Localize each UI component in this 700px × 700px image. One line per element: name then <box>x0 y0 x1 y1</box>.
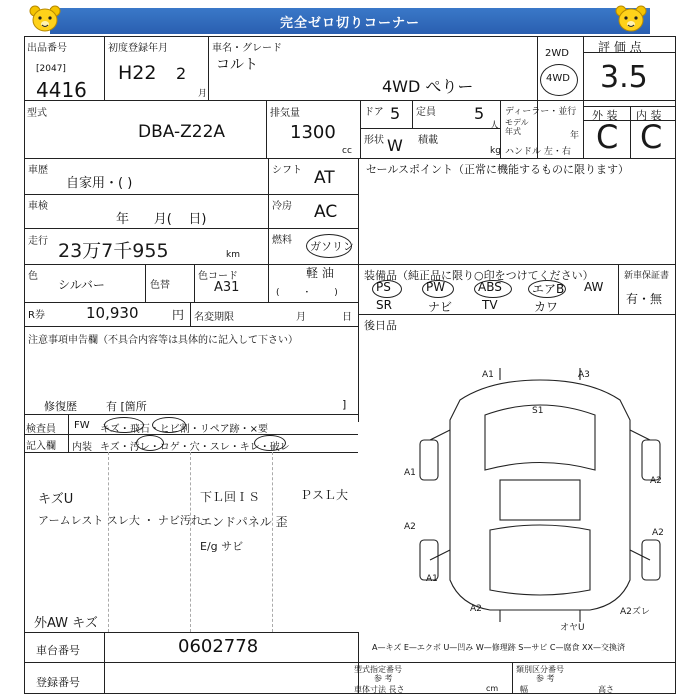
load-label: 積載 <box>418 135 438 146</box>
recycle-value: 10,930 <box>86 304 139 322</box>
fuel-diesel: 軽 油 <box>306 266 334 280</box>
lot-small: [2047] <box>36 64 66 74</box>
equipment-label: 装備品（純正品に限り○印をつけてください） <box>364 269 594 282</box>
damage-mark: A2ズレ <box>620 607 650 617</box>
rear-items-label: 後日品 <box>364 319 397 332</box>
registration-label: 登録番号 <box>36 676 80 689</box>
ref-label: 参 考 <box>374 674 393 683</box>
capacity-label: 定員 <box>416 107 436 118</box>
damage-mark: A2 <box>404 522 416 532</box>
divider <box>104 36 105 100</box>
guarantee-label: 新車保証書 <box>624 271 670 281</box>
divider <box>512 662 513 694</box>
divider <box>68 414 69 452</box>
damage-mark: A2 <box>652 528 664 538</box>
shift-value: AT <box>314 168 335 188</box>
interior-label: 内 装 <box>636 109 662 122</box>
width-label: 幅 <box>520 685 528 694</box>
divider <box>268 158 269 302</box>
banner-title: 完全ゼロ切りコーナー <box>279 15 420 31</box>
model-year-label: モデル 年式 <box>505 118 529 136</box>
divider <box>537 36 538 158</box>
model-designation-label: 型式指定番号 <box>354 665 402 674</box>
damage-mark: A3 <box>578 370 590 380</box>
comment-line: ＰスＬ大 <box>300 488 349 502</box>
comment-line: 下Ｌ回ＩＳ <box>200 490 261 504</box>
mileage-value: 23万7千955 <box>58 240 169 262</box>
score-value: 3.5 <box>600 60 648 95</box>
damage-mark: A2 <box>470 604 482 614</box>
divider <box>358 314 676 315</box>
equip-leather: カワ <box>534 300 559 314</box>
divider <box>24 194 358 195</box>
first-reg-era: H22 <box>118 62 157 84</box>
checker-circle <box>254 435 286 451</box>
checker-interior: 内装 <box>72 442 92 453</box>
car-name-label: 車名・グレード <box>212 43 282 54</box>
car-name: コルト <box>216 57 258 73</box>
divider <box>266 100 267 158</box>
year-unit: 年 <box>570 131 580 141</box>
divider <box>584 52 676 53</box>
kg-unit: kg <box>490 146 501 156</box>
cm-unit: cm <box>486 684 499 693</box>
divider <box>145 264 146 302</box>
displacement-label: 排気量 <box>270 108 300 119</box>
checker-fw: FW <box>74 420 90 431</box>
shape-label: 形状 <box>364 135 384 146</box>
displacement-value: 1300 <box>290 122 336 143</box>
fuel-label: 燃料 <box>272 235 292 246</box>
damage-mark: オヤU <box>560 623 585 633</box>
recycle-label: R券 <box>28 310 45 321</box>
banner <box>50 8 650 34</box>
divider <box>360 100 361 158</box>
divider <box>618 264 619 314</box>
divider <box>24 326 358 327</box>
damage-mark: A2 <box>650 476 662 486</box>
divider <box>24 302 358 303</box>
divider <box>190 452 191 632</box>
model-value: DBA-Z22A <box>138 122 226 142</box>
first-reg-label: 初度登録年月 <box>108 43 168 54</box>
equip-abs: ABS <box>478 280 502 294</box>
exterior-label: 外 装 <box>592 109 618 122</box>
comment-line: エンドパネル 歪 <box>200 515 288 529</box>
name-change-month: 月 <box>296 312 306 323</box>
divider <box>108 452 109 632</box>
color-change-label: 色替 <box>150 280 170 291</box>
equip-navi: ナビ <box>428 300 453 314</box>
color-label: 色 <box>28 271 38 282</box>
equip-tv: TV <box>482 298 498 312</box>
damage-legend: A—キズ E—エクボ U—凹み W—修理跡 S—サビ C—腐食 XX—交換済 <box>372 643 626 652</box>
comment-line: キズU <box>38 492 74 507</box>
name-change-day: 日 <box>342 312 352 323</box>
aircon-label: 冷房 <box>272 201 292 212</box>
guarantee-value: 有・無 <box>626 292 663 306</box>
shift-label: シフト <box>272 165 302 176</box>
divider <box>360 128 500 129</box>
divider <box>24 632 358 633</box>
interior-grade: C <box>640 118 663 156</box>
name-change-label: 名変期限 <box>194 312 234 323</box>
equip-pw: PW <box>426 280 446 294</box>
divider <box>24 228 358 229</box>
bear-mascot-icon <box>28 4 62 34</box>
model-label: 型式 <box>27 108 47 119</box>
height-label: 高さ <box>598 685 614 694</box>
cc-unit: cc <box>342 146 352 156</box>
recycle-unit: 円 <box>172 308 185 322</box>
drive-4wd: 4WD <box>546 73 570 84</box>
divider <box>208 36 209 100</box>
notes-label: 注意事項申告欄（不具合内容等は具体的に記入して下さい） <box>28 335 298 346</box>
checker-fw-items: キズ・飛石・ヒビ割・リペア跡・×要 <box>100 424 268 435</box>
divider <box>194 264 195 302</box>
repair-value: 有 [箇所 <box>106 400 147 413</box>
inspection-label: 車検 <box>28 201 48 212</box>
capacity-value: 5 <box>474 104 485 123</box>
damage-mark: A1 <box>426 574 438 584</box>
checker-circle <box>136 435 164 451</box>
checker-interior-items: キズ・汚レ・ロゲ・穴・スレ・キレ・破レ <box>100 442 290 453</box>
checker-circle <box>152 417 186 433</box>
inspection-value: 年 月( 日) <box>116 212 207 227</box>
repair-close: ] <box>342 398 347 411</box>
exterior-grade: C <box>596 118 619 156</box>
shape-value: W <box>387 136 403 155</box>
bear-mascot-icon <box>614 4 648 34</box>
lot-label: 出品番号 <box>27 43 67 54</box>
score-label: 評 価 点 <box>598 40 642 54</box>
fuel-gas: ガソリン <box>310 240 354 253</box>
checker-record-label: 記入欄 <box>26 441 56 452</box>
month-unit: 月 <box>198 89 208 99</box>
divider <box>104 632 105 694</box>
history-value: 自家用・( ) <box>66 176 133 191</box>
fuel-other: ( ・ ) <box>276 288 338 298</box>
checker-label: 検査員 <box>26 424 56 435</box>
chassis-value: 0602778 <box>178 636 259 657</box>
repair-label: 修復歴 <box>44 400 77 413</box>
door-value: 5 <box>390 104 401 123</box>
color-code-label: 色コード <box>198 271 238 282</box>
drive-2wd: 2WD <box>545 48 569 59</box>
capacity-unit: 人 <box>490 121 500 131</box>
car-damage-diagram <box>390 360 690 630</box>
chassis-label: 車台番号 <box>36 644 80 657</box>
aircon-value: AC <box>314 202 338 222</box>
divider <box>24 158 676 159</box>
dealer-label: ディーラー・並行 <box>505 107 577 117</box>
handle-label: ハンドル 左・右 <box>505 147 571 157</box>
mileage-unit: km <box>226 250 240 260</box>
divider <box>358 264 676 265</box>
checker-circle <box>104 417 144 433</box>
first-reg-month: 2 <box>176 64 187 83</box>
equip-sr: SR <box>376 298 392 312</box>
equip-aw: AW <box>584 280 604 294</box>
history-label: 車歴 <box>28 165 48 176</box>
damage-mark: A1 <box>404 468 416 478</box>
divider <box>190 302 191 326</box>
door-label: ドア <box>364 107 384 118</box>
divider <box>24 414 358 415</box>
sales-point-label: セールスポイント（正常に機能するものに限ります） <box>366 163 630 176</box>
ref-label: 参 考 <box>536 674 555 683</box>
comment-line: E/g サビ <box>200 540 244 553</box>
category-label: 類別区分番号 <box>516 665 564 674</box>
car-grade: 4WD ぺりー <box>382 77 474 96</box>
comment-line: アームレスト スレ大 ・ ナビ汚れ <box>38 514 202 527</box>
equip-airbag: エアB <box>532 282 565 296</box>
divider <box>412 100 413 128</box>
damage-mark: A1 <box>482 370 494 380</box>
divider <box>272 452 273 632</box>
divider <box>24 662 676 663</box>
lot-number: 4416 <box>36 78 87 102</box>
divider <box>630 106 631 158</box>
mileage-label: 走行 <box>28 236 48 247</box>
divider <box>358 158 359 422</box>
comment-line: 外AW キズ <box>34 616 98 631</box>
color-code-value: A31 <box>214 280 240 295</box>
equip-ps: PS <box>376 280 391 294</box>
damage-mark: S1 <box>532 406 544 416</box>
dims-label: 車体寸法 長さ <box>354 685 405 694</box>
divider <box>24 100 676 101</box>
divider <box>583 36 584 158</box>
color-value: シルバー <box>58 278 105 292</box>
